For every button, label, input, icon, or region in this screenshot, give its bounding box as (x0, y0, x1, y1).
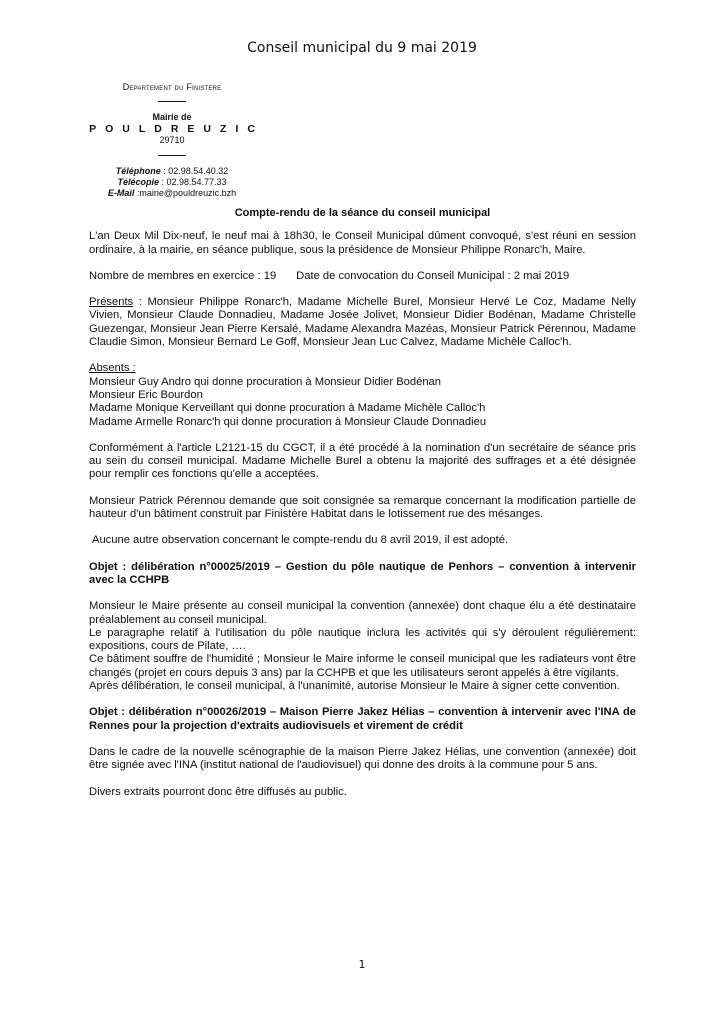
department-name: Departement du Finistere (122, 82, 222, 92)
document-title: Compte-rendu de la séance du conseil municipal (234, 207, 491, 219)
page-number: 1 (358, 958, 366, 971)
deliberation-paragraph: Le paragraphe relatif à l'utilisation du pôle nautique inclura les activités qui s'y déroulent régulièrement: expositions, cours de Pilate, …. (89, 626, 636, 653)
mairie-label: Mairie de (152, 112, 192, 122)
absents-section (89, 362, 636, 428)
organization-block (88, 82, 264, 199)
fax-line (88, 177, 256, 188)
email-address: :mairie@pouldreuzic.bzh (134, 188, 237, 198)
meeting-info (89, 270, 636, 283)
absents-label: Absents : (89, 362, 136, 375)
remark-paragraph: Monsieur Patrick Pérennou demande que soit consignée sa remarque concernant la modification partielle de hauteur d'un bâtiment construit par Finistère Habitat dans le lotissement rue des mésanges. (89, 494, 636, 521)
document-body (89, 207, 636, 812)
email-label: E-Mail (107, 188, 135, 198)
convocation-date: Date de convocation du Conseil Municipal : 2 mai 2019 (296, 269, 570, 282)
page-header-title: Conseil municipal du 9 mai 2019 (247, 40, 477, 56)
deliberation-paragraph: Monsieur le Maire présente au conseil municipal la convention (annexée) dont chaque élu a été destinataire préalablement au conseil municipal. (89, 600, 636, 626)
deliberation-paragraph: Ce bâtiment souffre de l'humidité ; Monsieur le Maire informe le conseil municipal que les radiateurs vont être changés (projet en cours depuis 3 ans) par la CCHPB et que les utilisateurs seront appelés à être vigilants. (89, 653, 636, 679)
phone-number: : 02.98.54.40.32 (160, 166, 229, 176)
phone-label: Téléphone (115, 166, 161, 176)
city-name: POULDREUZIC (89, 123, 264, 135)
absent-item: Madame Monique Kerveillant qui donne procuration à Madame Michèle Calloc'h (89, 402, 486, 415)
absent-item: Monsieur Eric Bourdon (89, 388, 203, 401)
absent-item: Madame Armelle Ronarc'h qui donne procuration à Monsieur Claude Donnadieu (89, 415, 487, 428)
presents-label: Présents (89, 296, 134, 309)
fax-number: : 02.98.54.77.33 (158, 177, 227, 187)
deliberation-object: Objet : délibération n°00026/2019 – Maison Pierre Jakez Hélias – convention à intervenir avec l'INA de Rennes pour la projection d'extraits audiovisuels et virement de crédit (89, 706, 636, 732)
separator-line (158, 101, 186, 102)
members-count: Nombre de membres en exercice : 19 (89, 269, 277, 282)
deliberation-paragraph: Dans le cadre de la nouvelle scénographie de la maison Pierre Jakez Hélias, une convention (annexée) doit être signée avec l'INA (institut national de l'audiovisuel) qui donne des droits à la commune pour 5 ans. (89, 745, 636, 772)
intro-paragraph: L'an Deux Mil Dix-neuf, le neuf mai à 18h30, le Conseil Municipal dûment convoqué, s'est réuni en session ordinaire, à la mairie, en séance publique, sous la présidence de Monsieur Philippe Ronarc'h, Maire. (89, 230, 636, 256)
absent-item: Monsieur Guy Andro qui donne procuration à Monsieur Didier Bodénan (89, 375, 441, 388)
deliberation-paragraph: Après délibération, le conseil municipal, à l'unanimité, autorise Monsieur le Maire à signer cette convention. (89, 680, 620, 693)
adoption-paragraph: Aucune autre observation concernant le compte-rendu du 8 avril 2019, il est adopté. (92, 534, 509, 547)
phone-line (88, 166, 256, 177)
email-line (88, 188, 256, 199)
zip-code: 29710 (159, 135, 185, 145)
fax-label: Télécopie (117, 177, 159, 187)
presents-list: : Monsieur Philippe Ronarc'h, Madame Michelle Burel, Monsieur Hervé Le Coz, Madame Nelly Vivien, Monsieur Claude Donnadieu, Madame Josée Jolivet, Monsieur Didier Bodénan, Madame Christelle Guezengar, Monsieur Jean Pierre Kersalé, Madame Alexandra Mazéas, Monsieur Patrick Pérennou, Madame Claudie Simon, Monsieur Bernard Le Goff, Monsieur Jean Luc Calvez, Madame Michèle Calloc'h. (89, 296, 636, 349)
separator-line (158, 155, 186, 156)
deliberation-object: Objet : délibération n°00025/2019 – Gestion du pôle nautique de Penhors – convention à intervenir avec la CCHPB (89, 560, 636, 586)
presents-paragraph (89, 296, 636, 349)
deliberation-paragraph: Divers extraits pourront donc être diffusés au public. (89, 785, 347, 798)
secretary-paragraph: Conformément à l'article L2121-15 du CGCT, il a été procédé à la nomination d'un secrétaire de séance pris au sein du conseil municipal. Madame Michelle Burel a obtenu la majorité des suffrages et a été désignée pour remplir ces fonctions qu'elle a acceptées. (89, 441, 636, 481)
